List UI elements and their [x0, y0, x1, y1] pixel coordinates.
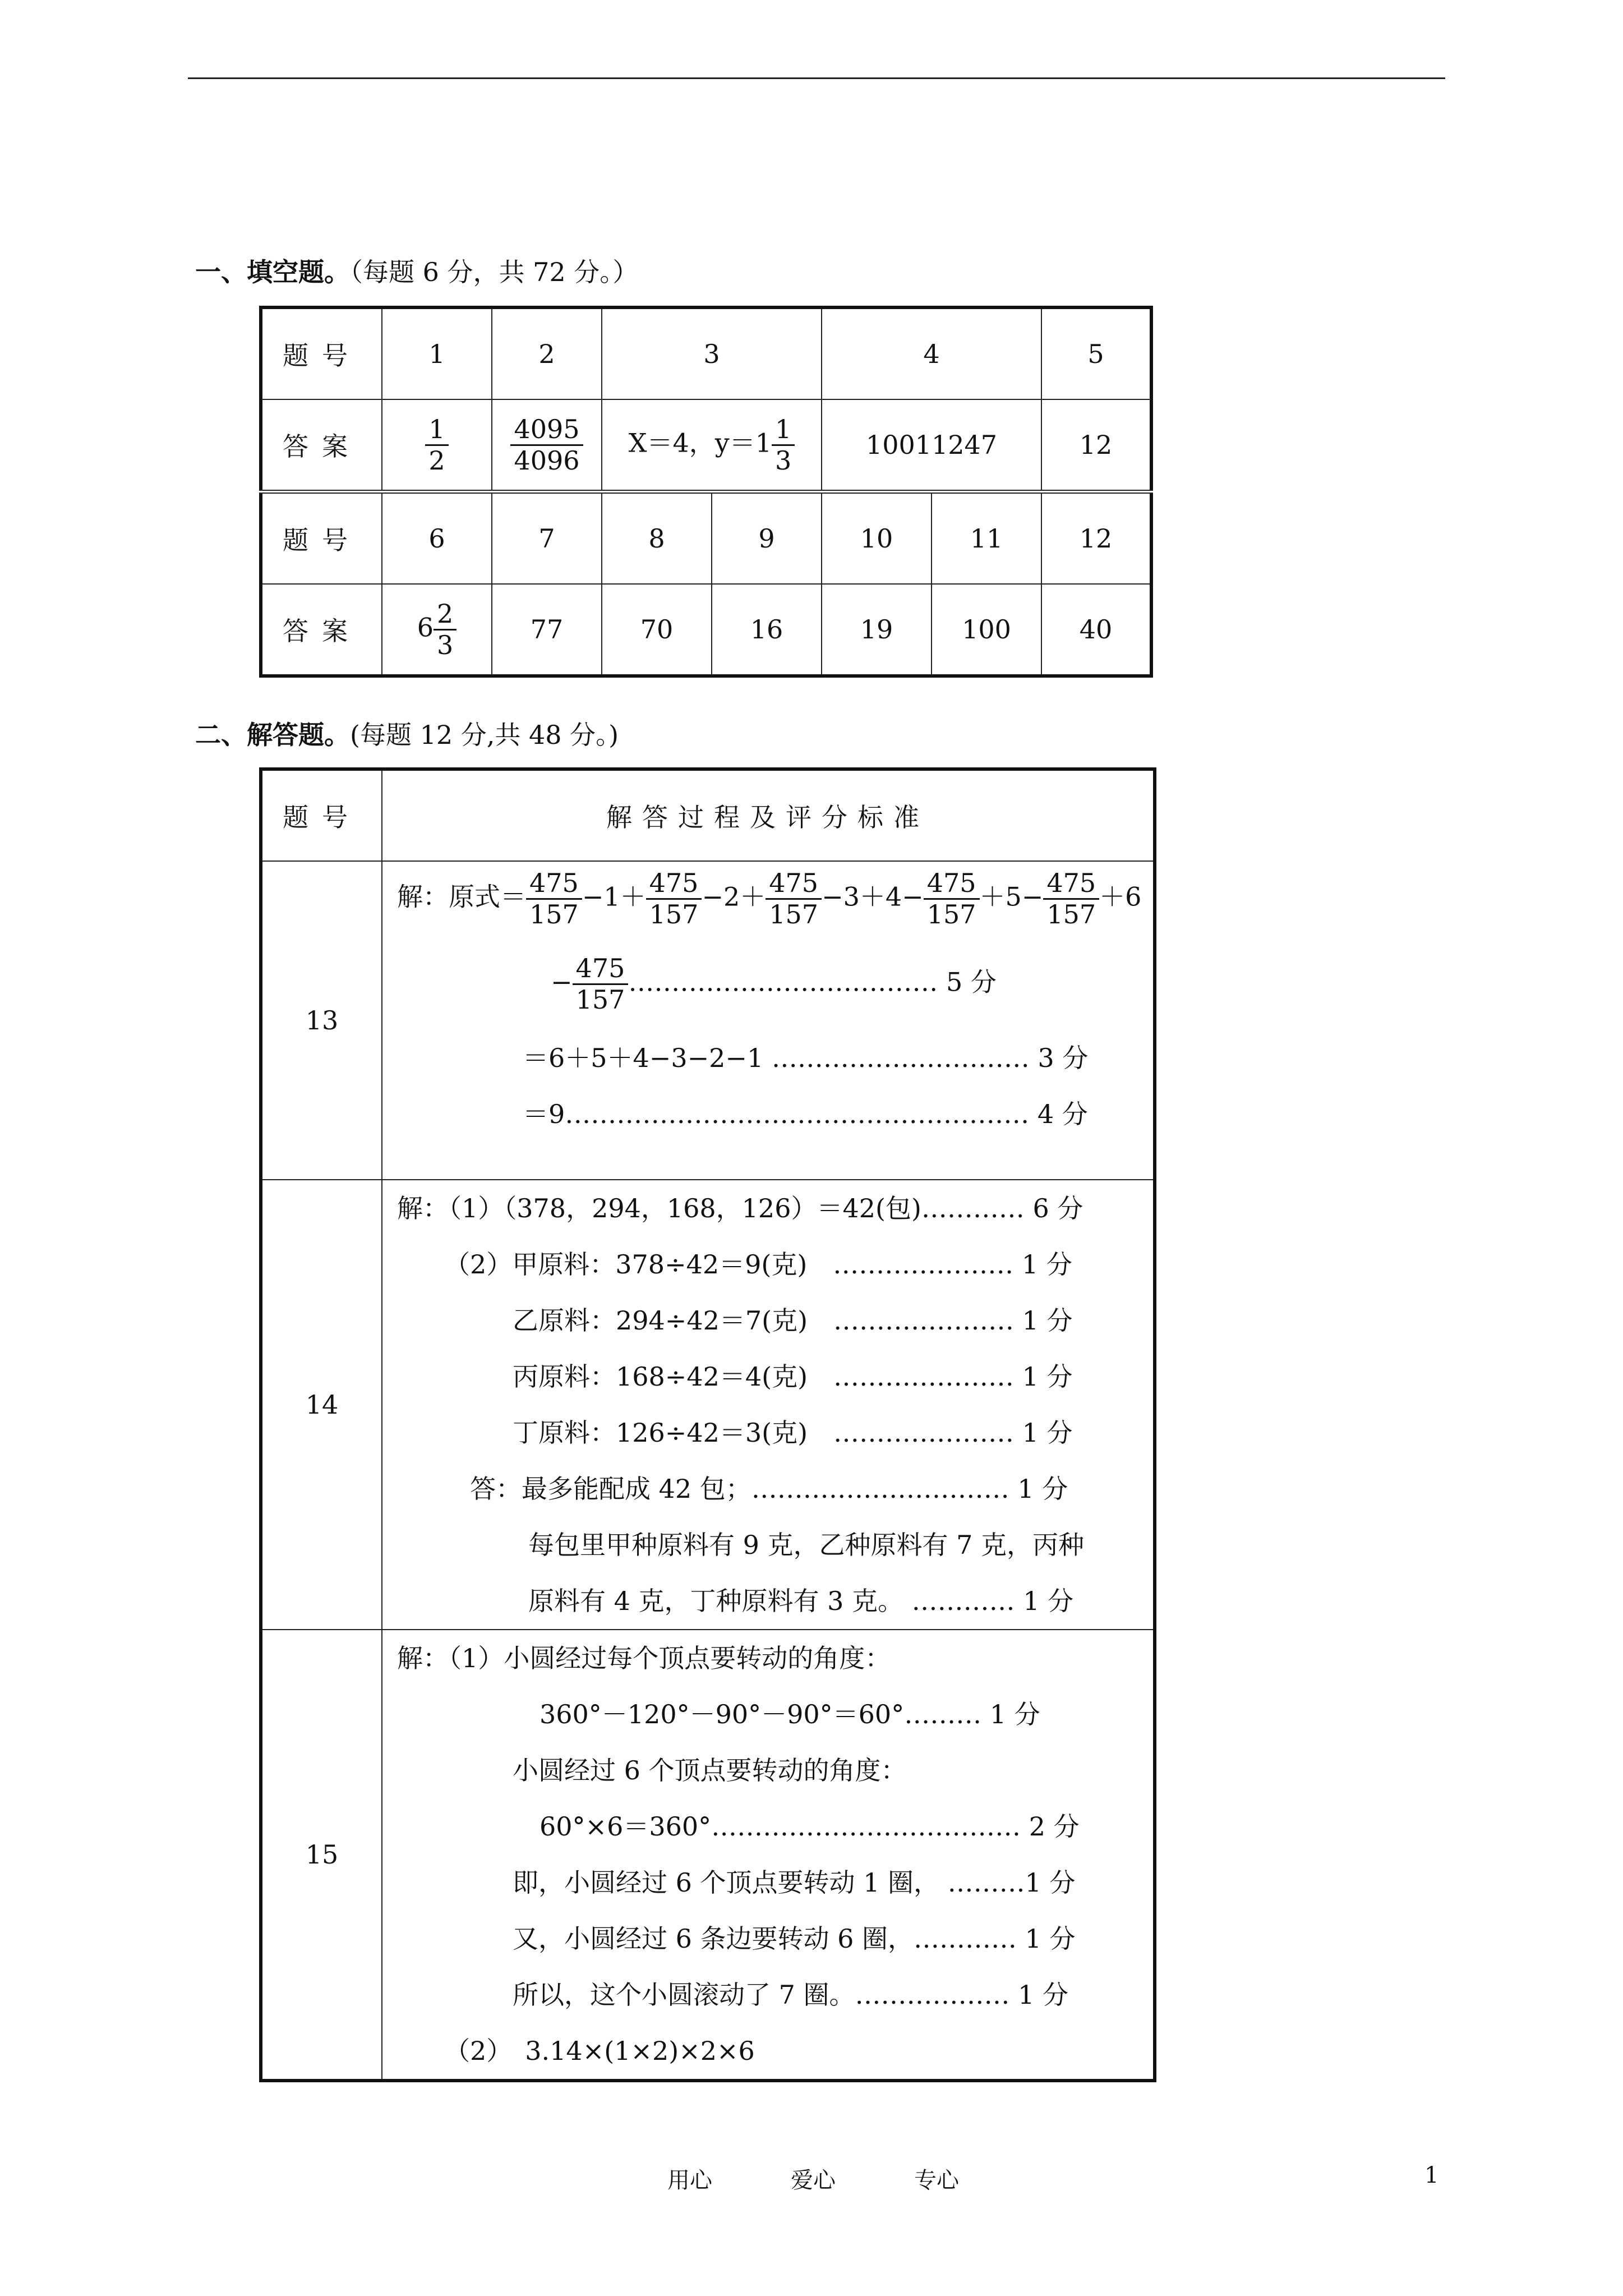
answer-12: 40: [1041, 584, 1151, 676]
row-label-answer: 答案: [261, 584, 382, 676]
question-number: 7: [492, 492, 602, 585]
table-row: [261, 492, 1151, 585]
row-label-answer: 答案: [261, 399, 382, 492]
table-row: [261, 769, 1155, 861]
q14-line: 丙原料：168÷42＝4(克) ………………… 1 分: [513, 1361, 1073, 1392]
row-label-question: 题号: [261, 492, 382, 585]
fill-in-answer-table: [259, 306, 1153, 678]
question-number: 8: [602, 492, 712, 585]
q13-line-1: [397, 868, 1141, 930]
fraction: [425, 415, 448, 476]
section-2-title: 二、解答题。: [195, 720, 350, 750]
q14-line: 答：最多能配成 42 包；………………………… 1 分: [470, 1474, 1068, 1504]
question-13-solution: [382, 861, 1155, 1180]
fraction: [526, 868, 582, 930]
fraction: [510, 415, 583, 476]
table-row: [261, 1630, 1155, 2081]
q13-term: ＋6: [1099, 881, 1142, 912]
q13-line-3: ＝6＋5＋4−3−2−1 ………………………… 3 分: [523, 1043, 1089, 1073]
denominator: 3: [437, 629, 454, 660]
question-14-number: 14: [261, 1180, 382, 1630]
denominator: 157: [1046, 899, 1096, 930]
row-label-question: 题号: [261, 307, 382, 399]
question-number: 12: [1041, 492, 1151, 585]
numerator: 2: [434, 599, 457, 631]
numerator: 475: [766, 868, 822, 900]
fraction: [1043, 868, 1099, 930]
table-row: [261, 1180, 1155, 1630]
denominator: 157: [769, 899, 819, 930]
q13-term: ＋5−: [979, 881, 1044, 912]
question-number: 4: [822, 307, 1041, 399]
numerator: 475: [526, 868, 582, 900]
numerator: 1: [772, 415, 795, 446]
q15-line: 60°×6＝360°……………………………… 2 分: [540, 1811, 1080, 1842]
denominator: 4096: [514, 445, 580, 476]
question-14-solution: [382, 1180, 1155, 1630]
q14-line: 原料有 4 克，丁种原料有 3 克。 ………… 1 分: [528, 1586, 1074, 1616]
answer-3-text: X＝4，y＝1: [628, 427, 772, 458]
q13-term: −1＋: [582, 881, 646, 912]
question-number: 11: [932, 492, 1041, 585]
q15-line: 小圆经过 6 个顶点要转动的角度：: [513, 1755, 907, 1786]
answer-9: 16: [712, 584, 822, 676]
q13-line-2: [551, 954, 997, 1015]
answer-11: 100: [932, 584, 1041, 676]
denominator: 157: [926, 899, 976, 930]
q13-term: −2＋: [702, 881, 766, 912]
q14-line: 乙原料：294÷42＝7(克) ………………… 1 分: [513, 1305, 1073, 1336]
q13-prefix: 解：原式＝: [397, 881, 526, 912]
question-number: 10: [822, 492, 932, 585]
section-1-title: 一、填空题。: [195, 257, 350, 287]
section-1-heading: [195, 255, 638, 289]
numerator: 4095: [510, 415, 583, 446]
q13-term: −3＋4−: [822, 881, 924, 912]
table-row: [261, 399, 1151, 492]
fraction: [924, 868, 980, 930]
page-number: 1: [1424, 2162, 1439, 2188]
q14-line: 丁原料：126÷42＝3(克) ………………… 1 分: [513, 1418, 1073, 1448]
footer-item: 用心: [667, 2168, 712, 2193]
q13-score: ……………………………… 5 分: [628, 967, 997, 997]
header-rule: [188, 77, 1445, 79]
question-15-solution: [382, 1630, 1155, 2081]
section-1-note: （每题 6 分，共 72 分。）: [350, 257, 639, 287]
footer-item: 专心: [914, 2168, 959, 2193]
head-work: 解答过程及评分标准: [382, 769, 1155, 861]
q15-line: 所以，这个小圆滚动了 7 圈。……………… 1 分: [513, 1980, 1069, 2010]
denominator: 2: [428, 445, 445, 476]
fraction: [646, 868, 702, 930]
question-number: 1: [382, 307, 492, 399]
fraction: [772, 415, 795, 476]
q13-minus: −: [551, 967, 573, 997]
question-number: 3: [602, 307, 822, 399]
numerator: 475: [573, 954, 629, 985]
q15-line: 即，小圆经过 6 个顶点要转动 1 圈， ………1 分: [513, 1867, 1076, 1898]
denominator: 157: [575, 984, 625, 1015]
q13-line-4: ＝9……………………………………………… 4 分: [523, 1099, 1088, 1129]
question-13-number: 13: [261, 861, 382, 1180]
fraction: [434, 599, 457, 660]
q15-line: 又，小圆经过 6 条边要转动 6 圈，………… 1 分: [513, 1924, 1076, 1954]
table-row: [261, 861, 1155, 1180]
question-number: 6: [382, 492, 492, 585]
q15-line: 360°－120°－90°－90°＝60°……… 1 分: [540, 1699, 1040, 1729]
q14-line: 解：（1）（378，294，168，126）＝42(包)………… 6 分: [397, 1193, 1083, 1223]
page-footer: [667, 2162, 1038, 2194]
answer-6: [382, 584, 492, 676]
numerator: 475: [924, 868, 980, 900]
q14-line: （2）甲原料：378÷42＝9(克) ………………… 1 分: [444, 1249, 1072, 1280]
head-question: 题号: [261, 769, 382, 861]
question-number: 9: [712, 492, 822, 585]
q15-line: 解：（1）小圆经过每个顶点要转动的角度：: [397, 1643, 891, 1673]
section-2-note: (每题 12 分,共 48 分。): [350, 720, 619, 750]
q15-line: （2） 3.14×(1×2)×2×6: [444, 2036, 755, 2066]
numerator: 1: [425, 415, 448, 446]
question-number: 2: [492, 307, 602, 399]
q14-line: 每包里甲种原料有 9 克，乙种原料有 7 克，丙种: [528, 1530, 1085, 1560]
answer-7: 77: [492, 584, 602, 676]
question-number: 5: [1041, 307, 1151, 399]
solution-table: [259, 767, 1156, 2082]
answer-8: 70: [602, 584, 712, 676]
answer-10: 19: [822, 584, 932, 676]
numerator: 475: [1043, 868, 1099, 900]
table-row: [261, 584, 1151, 676]
table-row: [261, 307, 1151, 399]
answer-5: 12: [1041, 399, 1151, 492]
answer-4: 10011247: [822, 399, 1041, 492]
denominator: 3: [775, 445, 792, 476]
question-15-number: 15: [261, 1630, 382, 2081]
numerator: 475: [646, 868, 702, 900]
denominator: 157: [649, 899, 699, 930]
answer-2: [492, 399, 602, 492]
denominator: 157: [529, 899, 579, 930]
mixed-whole: 6: [417, 612, 434, 642]
section-2-heading: [195, 718, 619, 752]
fraction: [573, 954, 629, 1015]
footer-item: 爱心: [791, 2168, 836, 2193]
answer-3: [602, 399, 822, 492]
fraction: [766, 868, 822, 930]
answer-1: [382, 399, 492, 492]
